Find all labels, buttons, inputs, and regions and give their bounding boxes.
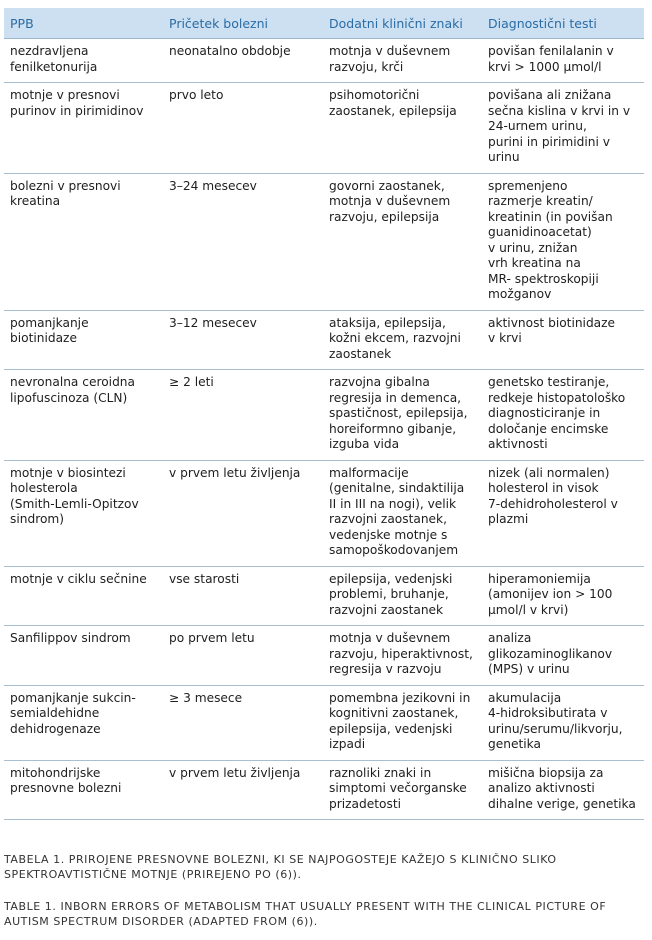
table-row bbox=[4, 626, 644, 686]
metabolic-disorders-table-container bbox=[4, 8, 644, 820]
cell-disease: nezdravljena fenilketonurija bbox=[4, 39, 163, 83]
column-header-clinical-signs: Dodatni klinični znaki bbox=[323, 8, 482, 39]
cell-disease: mitohondrijske presnovne bolezni bbox=[4, 760, 163, 820]
cell-clinical-signs: raznoliki znaki in simptomi večorganske prizadetosti bbox=[323, 760, 482, 820]
table-row bbox=[4, 173, 644, 310]
table-caption-english: TABLE 1. INBORN ERRORS OF METABOLISM THAT USUALLY PRESENT WITH THE CLINICAL PICTURE OF AUTISM SPECTRUM DISORDER (ADAPTED FROM (6)). bbox=[4, 900, 607, 928]
cell-onset: prvo leto bbox=[163, 83, 323, 174]
cell-onset: po prvem letu bbox=[163, 626, 323, 686]
table-row bbox=[4, 460, 644, 566]
table-row bbox=[4, 685, 644, 760]
cell-disease: motnje v presnovi purinov in pirimidinov bbox=[4, 83, 163, 174]
cell-clinical-signs: govorni zaostanek, motnja v duševnem razvoju, epilepsija bbox=[323, 173, 482, 310]
cell-clinical-signs: motnja v duševnem razvoju, krči bbox=[323, 39, 482, 83]
cell-diagnostic-tests: akumulacija 4-hidroksibutirata v urinu/serumu/likvorju, genetika bbox=[482, 685, 644, 760]
table-row bbox=[4, 39, 644, 83]
cell-clinical-signs: motnja v duševnem razvoju, hiperaktivnost, regresija v razvoju bbox=[323, 626, 482, 686]
cell-onset: neonatalno obdobje bbox=[163, 39, 323, 83]
table-row bbox=[4, 370, 644, 461]
cell-diagnostic-tests: mišična biopsija za analizo aktivnosti dihalne verige, genetika bbox=[482, 760, 644, 820]
cell-clinical-signs: psihomotorični zaostanek, epilepsija bbox=[323, 83, 482, 174]
cell-diagnostic-tests: spremenjeno razmerje kreatin/ kreatinin (in povišan guanidinoacetat) v urinu, znižan vrh kreatina na MR- spektroskopiji možganov bbox=[482, 173, 644, 310]
cell-clinical-signs: pomembna jezikovni in kognitivni zaostanek, epilepsija, vedenjski izpadi bbox=[323, 685, 482, 760]
column-header-diagnostic-tests: Diagnostični testi bbox=[482, 8, 644, 39]
cell-diagnostic-tests: hiperamoniemija (amonijev ion > 100 µmol/l v krvi) bbox=[482, 566, 644, 626]
cell-disease: pomanjkanje biotinidaze bbox=[4, 310, 163, 370]
cell-disease: nevronalna ceroidna lipofuscinoza (CLN) bbox=[4, 370, 163, 461]
cell-clinical-signs: razvojna gibalna regresija in demenca, spastičnost, epilepsija, horeiformno gibanje, izguba vida bbox=[323, 370, 482, 461]
table-header-row bbox=[4, 8, 644, 39]
table-row bbox=[4, 566, 644, 626]
cell-onset: 3–24 mesecev bbox=[163, 173, 323, 310]
cell-onset: v prvem letu življenja bbox=[163, 760, 323, 820]
cell-onset: 3–12 mesecev bbox=[163, 310, 323, 370]
cell-disease: pomanjkanje sukcin- semialdehidne dehidrogenaze bbox=[4, 685, 163, 760]
table-caption-slovene: TABELA 1. PRIROJENE PRESNOVNE BOLEZNI, KI SE NAJPOGOSTEJE KAŽEJO S KLINIČNO SLIKO SPEKTROAVTISTIČNE MOTNJE (PRIREJENO PO (6)). bbox=[4, 853, 557, 881]
cell-diagnostic-tests: nizek (ali normalen) holesterol in visok 7-dehidroholesterol v plazmi bbox=[482, 460, 644, 566]
table-row bbox=[4, 310, 644, 370]
cell-diagnostic-tests: analiza glikozaminoglikanov (MPS) v urinu bbox=[482, 626, 644, 686]
cell-clinical-signs: epilepsija, vedenjski problemi, bruhanje, razvojni zaostanek bbox=[323, 566, 482, 626]
cell-onset: v prvem letu življenja bbox=[163, 460, 323, 566]
cell-onset: vse starosti bbox=[163, 566, 323, 626]
column-header-ppb: PPB bbox=[4, 8, 163, 39]
table-body bbox=[4, 39, 644, 820]
cell-disease: bolezni v presnovi kreatina bbox=[4, 173, 163, 310]
column-header-onset: Pričetek bolezni bbox=[163, 8, 323, 39]
cell-disease: motnje v biosintezi holesterola (Smith-Lemli-Opitzov sindrom) bbox=[4, 460, 163, 566]
table-header bbox=[4, 8, 644, 39]
cell-diagnostic-tests: povišana ali znižana sečna kislina v krvi in v 24-urnem urinu, purini in pirimidini v urinu bbox=[482, 83, 644, 174]
cell-clinical-signs: malformacije (genitalne, sindaktilija II in III na nogi), velik razvojni zaostanek, vedenjske motnje s samopoškodovanjem bbox=[323, 460, 482, 566]
cell-diagnostic-tests: genetsko testiranje, redkeje histopatološko diagnosticiranje in določanje encimske aktivnosti bbox=[482, 370, 644, 461]
cell-onset: ≥ 3 mesece bbox=[163, 685, 323, 760]
cell-clinical-signs: ataksija, epilepsija, kožni ekcem, razvojni zaostanek bbox=[323, 310, 482, 370]
cell-onset: ≥ 2 leti bbox=[163, 370, 323, 461]
cell-diagnostic-tests: povišan fenilalanin v krvi > 1000 µmol/l bbox=[482, 39, 644, 83]
metabolic-disorders-table bbox=[4, 8, 644, 820]
table-row bbox=[4, 83, 644, 174]
cell-diagnostic-tests: aktivnost biotinidaze v krvi bbox=[482, 310, 644, 370]
cell-disease: motnje v ciklu sečnine bbox=[4, 566, 163, 626]
cell-disease: Sanfilippov sindrom bbox=[4, 626, 163, 686]
table-row bbox=[4, 760, 644, 820]
